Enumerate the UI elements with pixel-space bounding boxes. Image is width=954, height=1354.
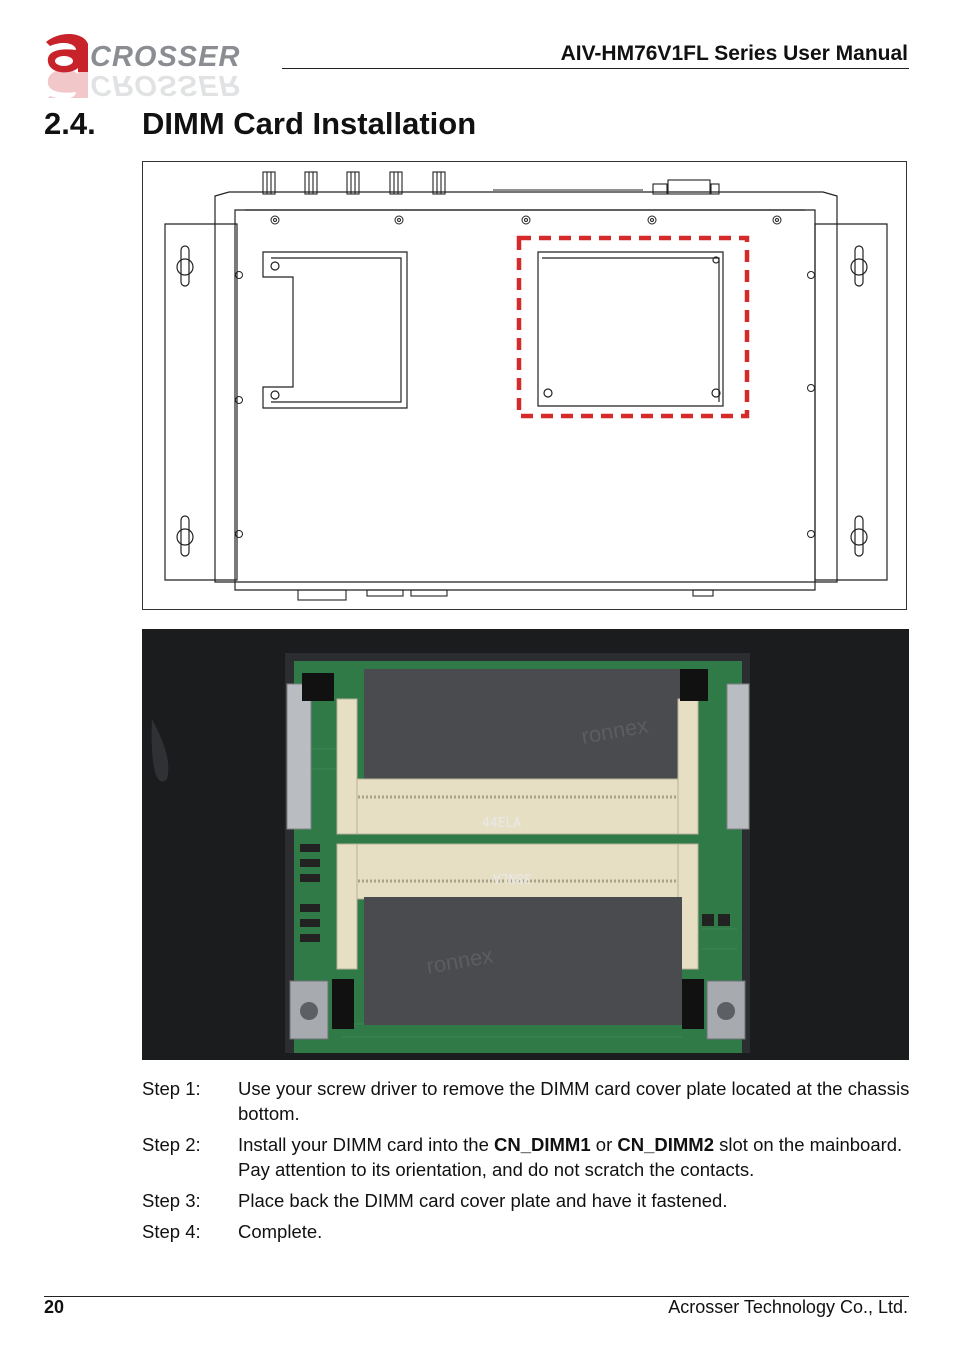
keyhole-right-top xyxy=(851,246,867,286)
page-number: 20 xyxy=(44,1297,65,1317)
dimm-slot-photo xyxy=(142,629,909,1060)
step-2 xyxy=(142,1132,912,1182)
lower-module-brand: ronnex xyxy=(424,942,495,979)
installation-steps xyxy=(142,1076,912,1250)
upper-slot-silkscreen: 44ELA xyxy=(482,816,522,831)
header-rule xyxy=(282,68,909,69)
step-label: Step 2: xyxy=(142,1134,201,1155)
acrosser-logo xyxy=(40,28,275,98)
step-label: Step 3: xyxy=(142,1190,201,1211)
logo-wordmark: CROSSER xyxy=(90,41,241,73)
step-text: Place back the DIMM card cover plate and have it fastened. xyxy=(238,1190,728,1211)
manual-title: AIV-HM76V1FL Series User Manual xyxy=(560,42,908,65)
section-title: DIMM Card Installation xyxy=(142,106,477,141)
company-name: Acrosser Technology Co., Ltd. xyxy=(668,1297,908,1317)
lower-slot-silkscreen: 38NLA xyxy=(492,870,532,885)
slot-name-dimm1: CN_DIMM1 xyxy=(494,1134,591,1155)
step-4 xyxy=(142,1219,912,1244)
svg-text:CROSSER: CROSSER xyxy=(90,69,241,98)
keyhole-left-bottom xyxy=(177,516,193,556)
step-label: Step 1: xyxy=(142,1078,201,1099)
upper-module-brand: ronnex xyxy=(579,712,650,749)
storage-cover-plate xyxy=(263,252,407,408)
section-heading xyxy=(44,106,476,142)
keyhole-left-top xyxy=(177,246,193,286)
chassis-bottom-diagram xyxy=(142,161,907,610)
dimm-cover-highlight xyxy=(519,238,747,416)
keyhole-right-bottom xyxy=(851,516,867,556)
step-text: Use your screw driver to remove the DIMM card cover plate located at the chassis bottom. xyxy=(238,1078,910,1124)
section-number: 2.4. xyxy=(44,106,96,141)
step-1 xyxy=(142,1076,912,1126)
step-text: Complete. xyxy=(238,1221,323,1242)
step-text: Install your DIMM card into the CN_DIMM1 or CN_DIMM2 slot on the mainboard. Pay attention to its orientation, and do not scratch the contacts. xyxy=(238,1134,903,1180)
step-label: Step 4: xyxy=(142,1221,201,1242)
slot-name-dimm2: CN_DIMM2 xyxy=(617,1134,714,1155)
dimm-cover-plate xyxy=(538,252,723,406)
step-3 xyxy=(142,1188,912,1213)
